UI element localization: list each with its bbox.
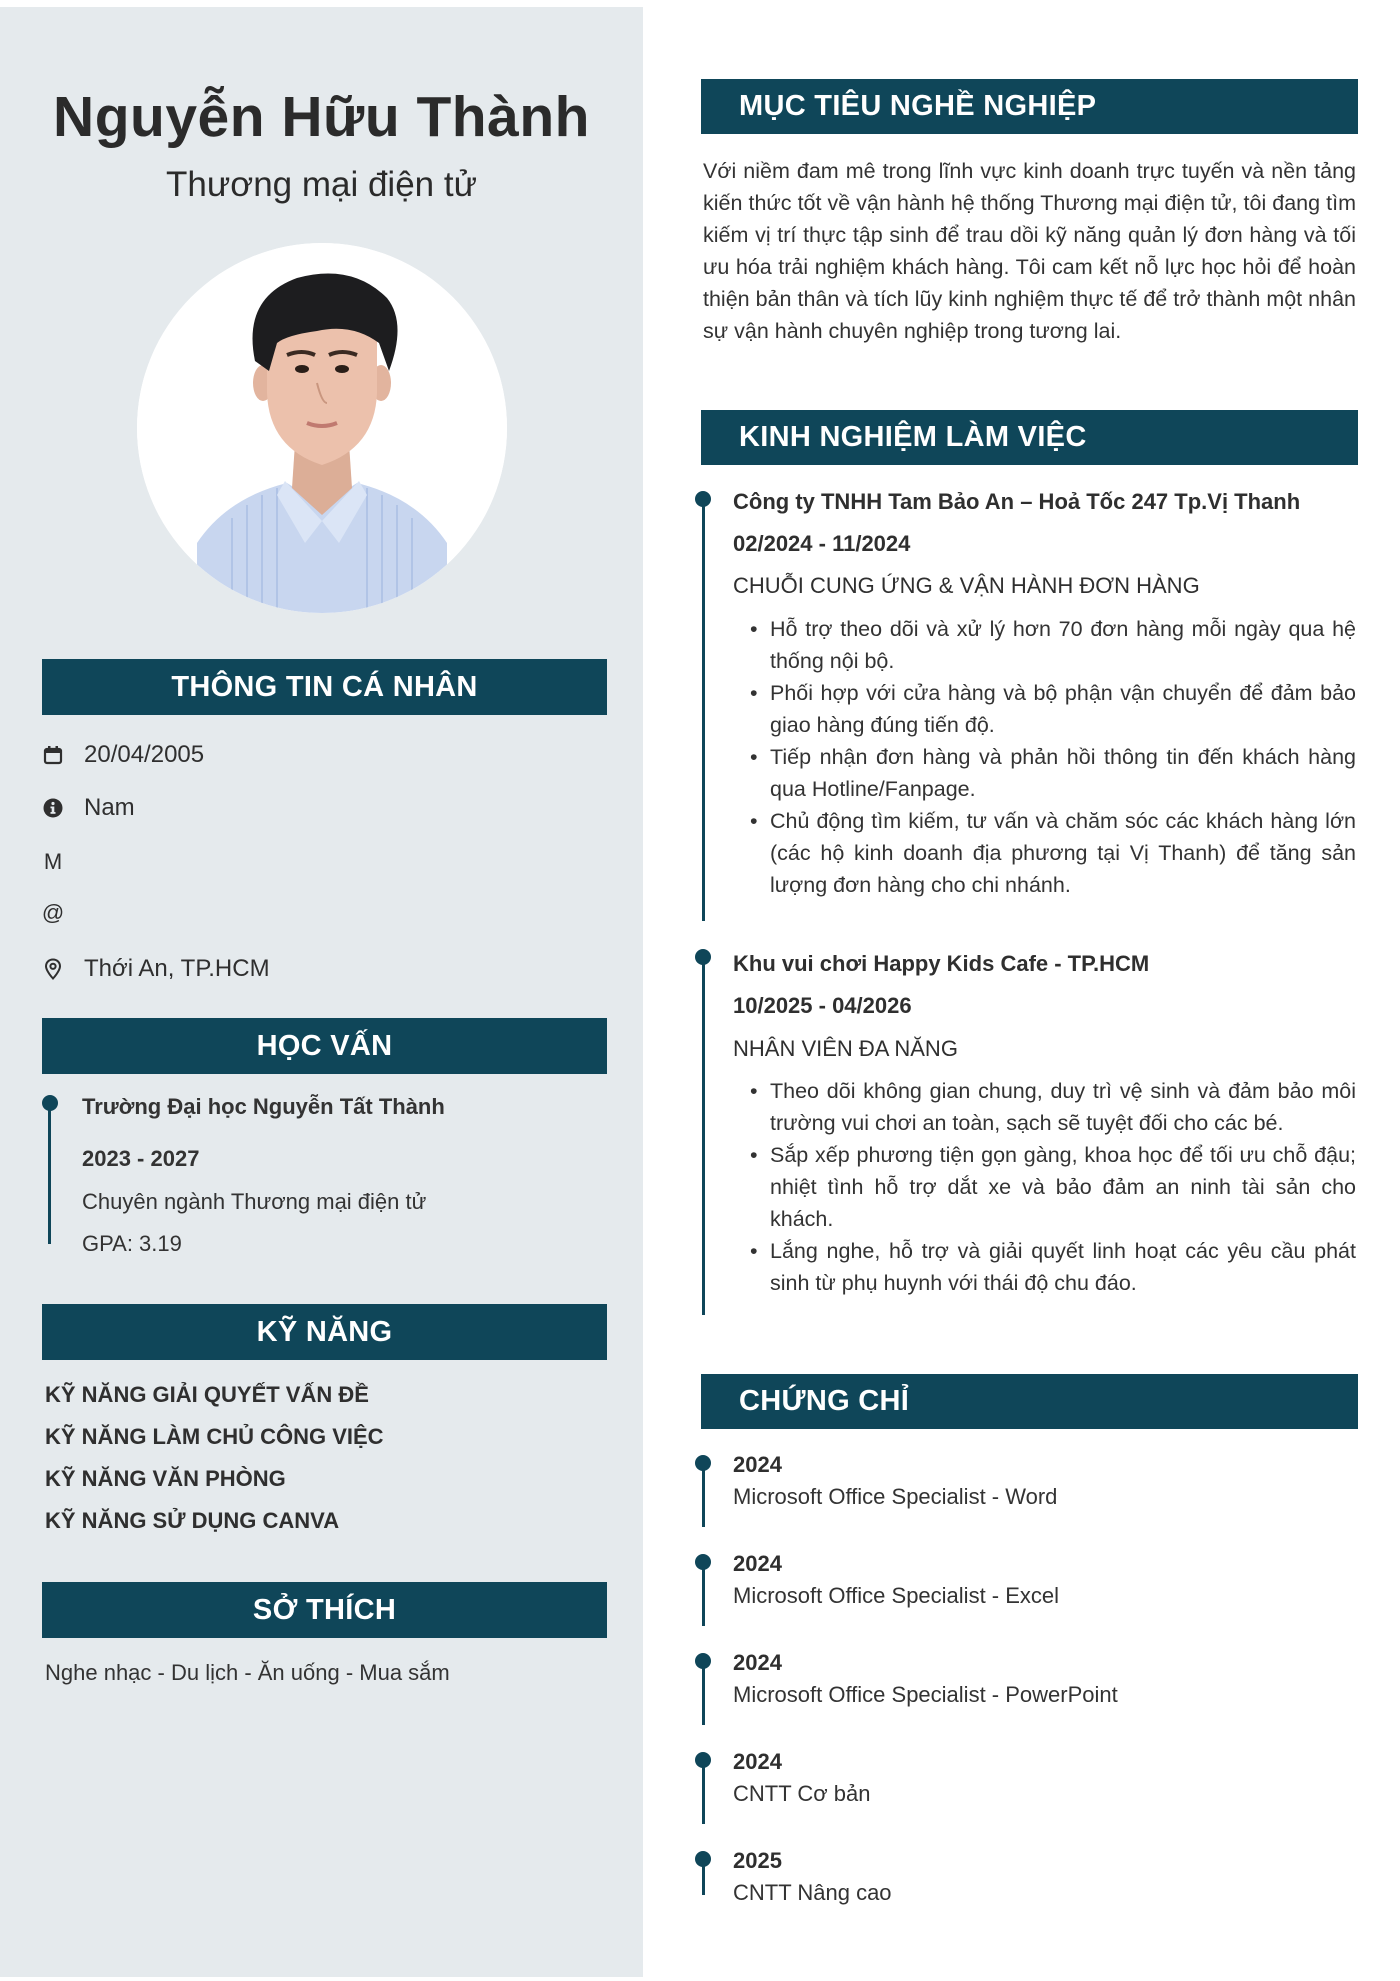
timeline-line <box>702 1859 705 1895</box>
objective-text: Với niềm đam mê trong lĩnh vực kinh doanh trực tuyến và nền tảng kiến thức tốt về vận hành hệ thống Thương mại điện tử, tôi đang tìm kiếm vị trí thực tập sinh để trau dồi kỹ năng quản lý đơn hàng và tối ưu hóa trải nghiệm khách hàng. Tôi cam kết nỗ lực học hỏi để hoàn thiện bản thân và tích lũy kinh nghiệm thực tế để trở thành một nhân sự vận hành chuyên nghiệp trong tương lai. <box>703 159 1356 343</box>
job-title: NHÂN VIÊN ĐA NĂNG <box>733 1036 958 1061</box>
job-bullets <box>750 1075 1356 1299</box>
skill-item: KỸ NĂNG GIẢI QUYẾT VẤN ĐỀ <box>45 1382 369 1407</box>
timeline-line <box>702 1661 705 1725</box>
skill-item: KỸ NĂNG SỬ DỤNG CANVA <box>45 1508 340 1533</box>
phone-letter-m-icon: M <box>43 849 63 874</box>
calendar-icon <box>42 744 64 766</box>
address-value: Thới An, TP.HCM <box>84 955 270 982</box>
objective-heading: MỤC TIÊU NGHỀ NGHIỆP <box>701 79 1358 134</box>
skill-item: KỸ NĂNG LÀM CHỦ CÔNG VIỆC <box>45 1424 384 1449</box>
job-title: CHUỖI CUNG ỨNG & VẬN HÀNH ĐƠN HÀNG <box>733 573 1200 598</box>
bullet-item: • Sắp xếp phương tiện gọn gàng, khoa học để tối ưu chỗ đậu; nhiệt tình hỗ trợ dắt xe và bảo đảm an ninh tài sản cho khách. <box>750 1139 1356 1235</box>
education-heading: HỌC VẤN <box>42 1018 607 1074</box>
info-row-phone <box>42 846 84 878</box>
cert-year: 2025 <box>733 1848 782 1873</box>
experience-heading: KINH NGHIỆM LÀM VIỆC <box>701 410 1358 465</box>
skill-item: KỸ NĂNG VĂN PHÒNG <box>45 1466 286 1491</box>
job-period: 10/2025 - 04/2026 <box>733 993 912 1018</box>
info-icon <box>42 797 64 819</box>
certificates-heading: CHỨNG CHỈ <box>701 1374 1358 1429</box>
candidate-name: Nguyễn Hữu Thành <box>53 85 590 149</box>
cert-name: Microsoft Office Specialist - PowerPoint <box>733 1682 1118 1707</box>
cert-name: CNTT Cơ bản <box>733 1781 871 1806</box>
timeline-line <box>702 957 705 1315</box>
email-at-icon: @ <box>41 900 65 925</box>
timeline-line <box>702 1463 705 1527</box>
hobbies-text: Nghe nhạc - Du lịch - Ăn uống - Mua sắm <box>45 1660 450 1685</box>
education-years: 2023 - 2027 <box>82 1146 200 1171</box>
portrait-illustration <box>137 243 507 613</box>
profile-photo <box>137 243 507 613</box>
cert-year: 2024 <box>733 1551 782 1576</box>
cert-year: 2024 <box>733 1452 782 1477</box>
candidate-role: Thương mại điện tử <box>165 165 478 204</box>
hobbies-heading: SỞ THÍCH <box>42 1582 607 1638</box>
cert-year: 2024 <box>733 1749 782 1774</box>
cert-name: Microsoft Office Specialist - Word <box>733 1484 1058 1509</box>
skills-heading: KỸ NĂNG <box>42 1304 607 1360</box>
info-row-birthdate <box>42 739 204 771</box>
bullet-item: • Lắng nghe, hỗ trợ và giải quyết linh hoạt các yêu cầu phát sinh từ phụ huynh với thái độ chu đáo. <box>750 1235 1356 1299</box>
bullet-item: • Theo dõi không gian chung, duy trì vệ sinh và đảm bảo môi trường vui chơi an toàn, sạch sẽ tuyệt đối cho các bé. <box>750 1075 1356 1139</box>
bullet-item: • Hỗ trợ theo dõi và xử lý hơn 70 đơn hàng mỗi ngày qua hệ thống nội bộ. <box>750 613 1356 677</box>
info-row-address <box>42 953 270 985</box>
location-pin-icon <box>42 958 64 980</box>
cert-name: CNTT Nâng cao <box>733 1880 892 1905</box>
job-company: Khu vui chơi Happy Kids Cafe - TP.HCM <box>733 951 1150 976</box>
job-bullets <box>750 613 1356 901</box>
timeline-line <box>702 499 705 921</box>
birthdate-value: 20/04/2005 <box>84 741 205 768</box>
education-major: Chuyên ngành Thương mại điện tử <box>82 1189 427 1214</box>
personal-info-heading: THÔNG TIN CÁ NHÂN <box>42 659 607 715</box>
cert-year: 2024 <box>733 1650 782 1675</box>
school-name: Trường Đại học Nguyễn Tất Thành <box>82 1094 445 1119</box>
cert-name: Microsoft Office Specialist - Excel <box>733 1583 1060 1608</box>
timeline-line <box>702 1562 705 1626</box>
info-row-email <box>42 897 84 929</box>
bullet-item: • Phối hợp với cửa hàng và bộ phận vận chuyển để đảm bảo giao hàng đúng tiến độ. <box>750 677 1356 741</box>
gender-value: Nam <box>84 794 135 821</box>
bullet-item: • Chủ động tìm kiếm, tư vấn và chăm sóc các khách hàng lớn (các hộ kinh doanh địa phương tại Vị Thanh) để tăng sản lượng đơn hàng cho chi nhánh. <box>750 805 1356 901</box>
info-row-gender <box>42 792 135 824</box>
job-company: Công ty TNHH Tam Bảo An – Hoả Tốc 247 Tp.Vị Thanh <box>733 489 1301 514</box>
timeline-line <box>48 1103 51 1244</box>
education-gpa: GPA: 3.19 <box>82 1231 182 1256</box>
bullet-item: • Tiếp nhận đơn hàng và phản hồi thông tin đến khách hàng qua Hotline/Fanpage. <box>750 741 1356 805</box>
job-period: 02/2024 - 11/2024 <box>733 531 911 556</box>
timeline-line <box>702 1760 705 1824</box>
